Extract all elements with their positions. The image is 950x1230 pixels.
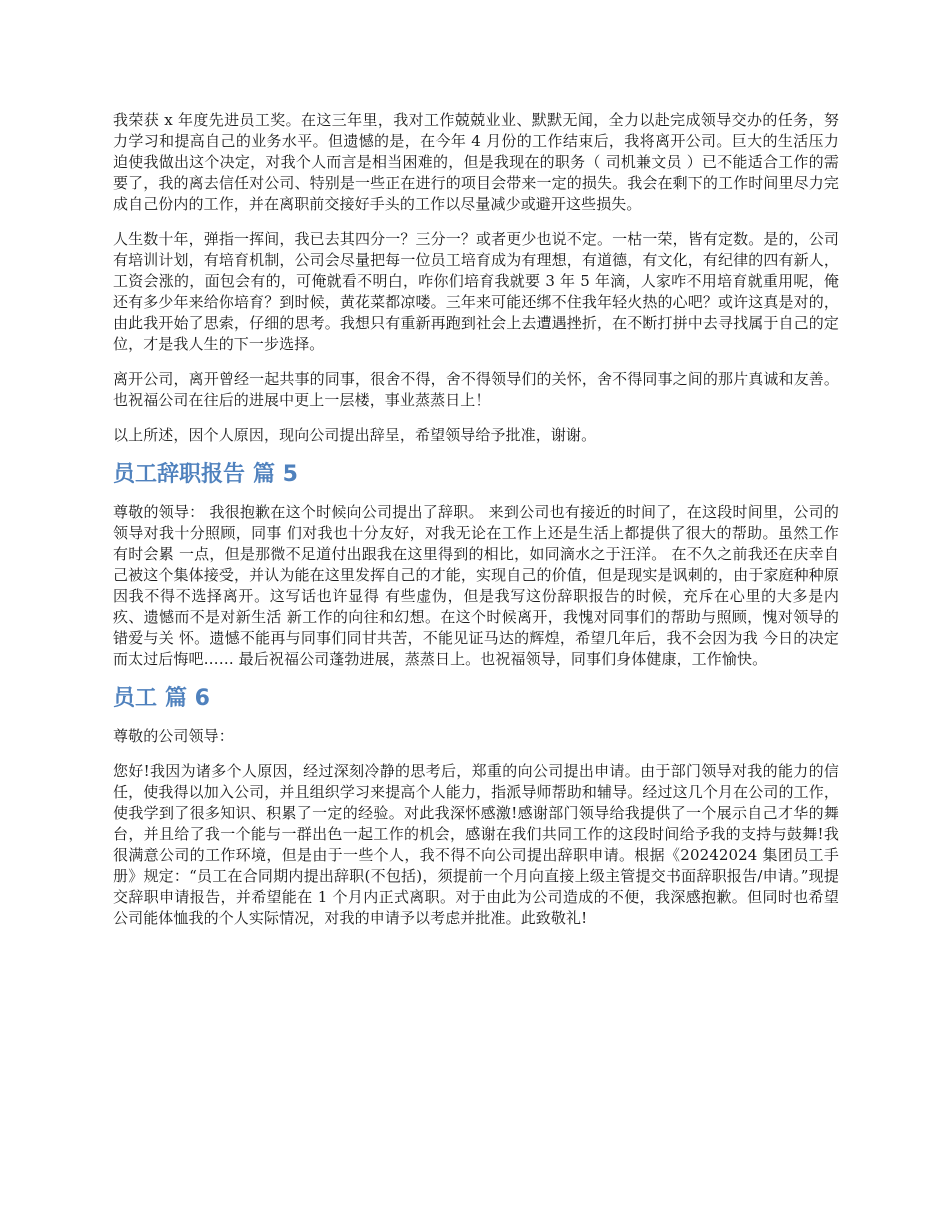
document-page	[113, 110, 839, 943]
body-paragraph: 您好!我因为诸多个人原因，经过深刻冷静的思考后，郑重的向公司提出申请。由于部门领导对我的能力的信任，使我得以加入公司，并且组织学习来提高个人能力，指派导师帮助和辅导。经过这几个月在公司的工作，使我学到了很多知识、积累了一定的经验。对此我深怀感激!感谢部门领导给我提供了一个展示自己才华的舞台，并且给了我一个能与一群出色一起工作的机会，感谢在我们共同工作的这段时间给予我的支持与鼓舞!我很满意公司的工作环境，但是由于一些个人，我不得不向公司提出辞职申请。根据《20242024 集团员工手册》规定：“员工在合同期内提出辞职(不包括)，须提前一个月向直接上级主管提交书面辞职报告/申请。”现提交辞职申请报告，并希望能在 1 个月内正式离职。对于由此为公司造成的不便，我深感抱歉。但同时也希望公司能体恤我的个人实际情况，对我的申请予以考虑并批准。此致敬礼!	[113, 762, 839, 927]
salutation: 尊敬的公司领导：	[113, 727, 234, 745]
body-paragraph: 尊敬的领导： 我很抱歉在这个时候向公司提出了辞职。 来到公司也有接近的时间了，在这段时间里，公司的领导对我十分照顾，同事 们对我也十分友好，对我无论在工作上还是生活上都提供了很大的帮助。虽然工作有时会累 一点，但是那微不足道付出跟我在这里得到的相比，如同滴水之于汪洋。 在不久之前我还在庆幸自己被这个集体接受，并认为能在这里发挥自己的才能，实现自己的价值，但是现实是讽刺的，由于家庭种种原因我不得不选择离开。这写话也许显得 有些虚伪，但是我写这份辞职报告的时候，充斥在心里的大多是内疚、遗憾而不是对新生活 新工作的向往和幻想。在这个时候离开，我愧对同事们的帮助与照顾，愧对领导的错爱与关 怀。遗憾不能再与同事们同甘共苦，不能见证马达的辉煌，希望几年后，我不会因为我 今日的决定而太过后悔吧…… 最后祝福公司蓬勃进展，蒸蒸日上。也祝福领导，同事们身体健康，工作愉快。	[113, 503, 839, 668]
body-paragraph: 我荣获 x 年度先进员工奖。在这三年里，我对工作兢兢业业、默默无闻，全力以赴完成领导交办的任务，努力学习和提高自己的业务水平。但遗憾的是，在今年 4 月份的工作结束后，我将离开公司。巨大的生活压力迫使我做出这个决定，对我个人而言是相当困难的，但是我现在的职务（ 司机兼文员 ）已不能适合工作的需要了，我的离去信任对公司、特别是一些正在进行的项目会带来一定的损失。我会在剩下的工作时间里尽力完成自己份内的工作，并在离职前交接好手头的工作以尽量减少或避开这些损失。	[113, 111, 839, 213]
section-heading-5	[113, 460, 839, 490]
section-title: 员工	[113, 686, 158, 711]
body-paragraph: 人生数十年，弹指一挥间，我已去其四分一？三分一？或者更少也说不定。一枯一荣，皆有定数。是的，公司有培训计划，有培育机制，公司会尽量把每一位员工培育成为有理想，有道德，有文化，有纪律的四有新人，工资会涨的，面包会有的，可俺就看不明白，咋你们培育我就要 3 年 5 年滴，人家咋不用培育就重用呢，俺还有多少年来给你培育？到时候，黄花菜都凉喽。三年来可能还绑不住我年轻火热的心吧？或许这真是对的，由此我开始了思索，仔细的思考。我想只有重新再跑到社会上去遭遇挫折，在不断打拼中去寻找属于自己的定位，才是我人生的下一步选择。	[113, 230, 839, 353]
section-number: 篇 6	[165, 686, 210, 711]
body-paragraph: 离开公司，离开曾经一起共事的同事，很舍不得，舍不得领导们的关怀，舍不得同事之间的那片真诚和友善。也祝福公司在往后的进展中更上一层楼，事业蒸蒸日上！	[113, 370, 839, 409]
body-paragraph: 以上所述，因个人原因，现向公司提出辞呈，希望领导给予批准，谢谢。	[113, 426, 597, 444]
section-number: 篇 5	[253, 462, 298, 487]
section-heading-6	[113, 684, 839, 714]
section-title: 员工辞职报告	[113, 462, 246, 487]
